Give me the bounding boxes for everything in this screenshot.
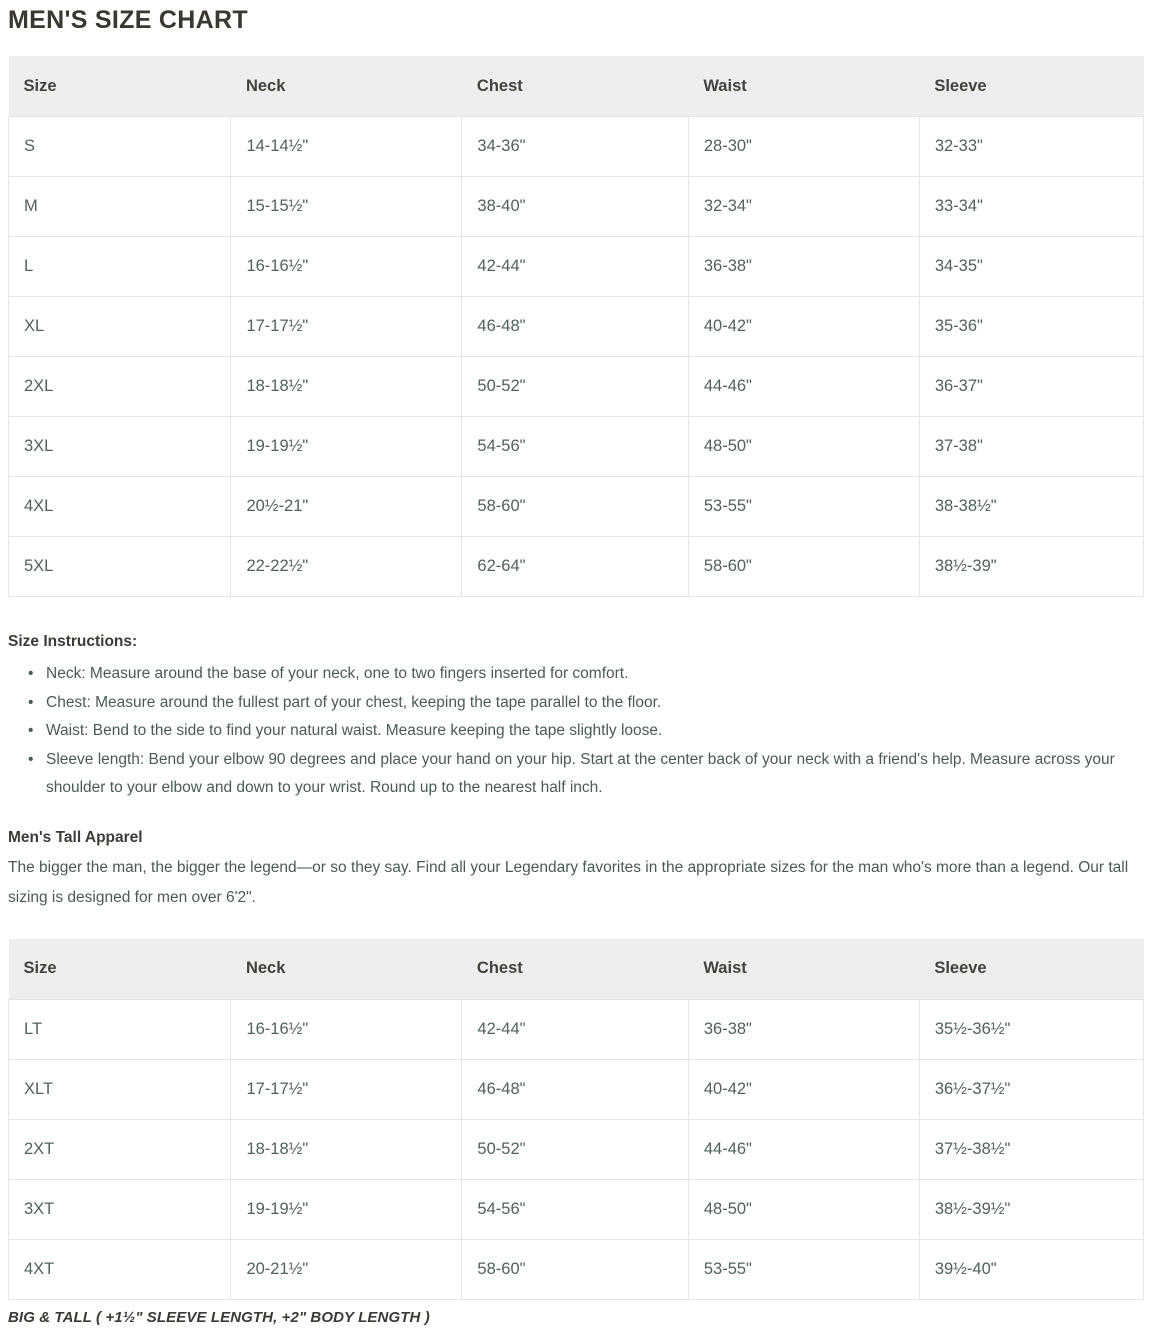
size-cell: S bbox=[9, 117, 231, 177]
measurement-cell: 32-34" bbox=[688, 177, 919, 237]
measurement-cell: 42-44" bbox=[462, 999, 688, 1059]
measurement-cell: 36-38" bbox=[688, 237, 919, 297]
size-instructions-section bbox=[8, 633, 1144, 803]
size-cell: 4XL bbox=[9, 477, 231, 537]
big-and-tall-note: BIG & TALL ( +1½" SLEEVE LENGTH, +2" BODY LENGTH ) bbox=[8, 1308, 430, 1326]
size-instructions-heading: Size Instructions: bbox=[8, 633, 138, 650]
measurement-cell: 19-19½" bbox=[231, 1179, 462, 1239]
measurement-cell: 50-52" bbox=[462, 1119, 688, 1179]
table-row bbox=[9, 117, 1144, 177]
table-row bbox=[9, 237, 1144, 297]
mens-size-table-header bbox=[9, 56, 1144, 117]
size-cell: 3XT bbox=[9, 1179, 231, 1239]
measurement-cell: 46-48" bbox=[462, 1059, 688, 1119]
measurement-cell: 14-14½" bbox=[231, 117, 462, 177]
instruction-item: • Sleeve length: Bend your elbow 90 degrees and place your hand on your hip. Start at the center back of your neck with a friend's help. Measure across your shoulder to your elbow and down to your wrist. Round up to the nearest half inch. bbox=[28, 746, 1144, 803]
measurement-cell: 38-40" bbox=[462, 177, 688, 237]
measurement-cell: 38-38½" bbox=[919, 477, 1143, 537]
table-row bbox=[9, 1119, 1144, 1179]
measurement-cell: 19-19½" bbox=[231, 417, 462, 477]
instruction-item: • Chest: Measure around the fullest part of your chest, keeping the tape parallel to the floor. bbox=[28, 689, 1144, 718]
table-row bbox=[9, 1179, 1144, 1239]
tall-apparel-heading: Men's Tall Apparel bbox=[8, 828, 143, 846]
size-cell: 2XT bbox=[9, 1119, 231, 1179]
table-row bbox=[9, 357, 1144, 417]
measurement-cell: 32-33" bbox=[919, 117, 1143, 177]
measurement-cell: 20½-21" bbox=[231, 477, 462, 537]
measurement-cell: 36-38" bbox=[688, 999, 919, 1059]
measurement-cell: 22-22½" bbox=[231, 537, 462, 597]
table-row bbox=[9, 537, 1144, 597]
measurement-cell: 33-34" bbox=[919, 177, 1143, 237]
measurement-cell: 40-42" bbox=[688, 297, 919, 357]
size-cell: 5XL bbox=[9, 537, 231, 597]
measurement-cell: 53-55" bbox=[688, 477, 919, 537]
column-header-size: Size bbox=[9, 56, 231, 117]
measurement-cell: 34-36" bbox=[462, 117, 688, 177]
measurement-cell: 46-48" bbox=[462, 297, 688, 357]
tall-apparel-description: The bigger the man, the bigger the legend—or so they say. Find all your Legendary favorites in the appropriate sizes for the man who's more than a legend. Our tall sizing is designed for men over 6'2". bbox=[8, 858, 1129, 906]
mens-tall-size-table-header bbox=[9, 939, 1144, 1000]
size-cell: 3XL bbox=[9, 417, 231, 477]
measurement-cell: 53-55" bbox=[688, 1239, 919, 1299]
measurement-cell: 54-56" bbox=[462, 1179, 688, 1239]
mens-tall-size-table-body bbox=[9, 999, 1144, 1299]
measurement-cell: 38½-39½" bbox=[919, 1179, 1143, 1239]
size-cell: L bbox=[9, 237, 231, 297]
size-cell: LT bbox=[9, 999, 231, 1059]
measurement-cell: 40-42" bbox=[688, 1059, 919, 1119]
size-cell: XL bbox=[9, 297, 231, 357]
measurement-cell: 28-30" bbox=[688, 117, 919, 177]
mens-size-table-body bbox=[9, 117, 1144, 597]
size-instructions-list bbox=[8, 660, 1144, 803]
measurement-cell: 37½-38½" bbox=[919, 1119, 1143, 1179]
measurement-cell: 16-16½" bbox=[231, 999, 462, 1059]
size-cell: 2XL bbox=[9, 357, 231, 417]
table-row bbox=[9, 297, 1144, 357]
measurement-cell: 50-52" bbox=[462, 357, 688, 417]
measurement-cell: 36½-37½" bbox=[919, 1059, 1143, 1119]
measurement-cell: 48-50" bbox=[688, 1179, 919, 1239]
page-title: MEN'S SIZE CHART bbox=[8, 6, 248, 34]
measurement-cell: 44-46" bbox=[688, 1119, 919, 1179]
column-header-chest: Chest bbox=[462, 56, 688, 117]
size-cell: 4XT bbox=[9, 1239, 231, 1299]
measurement-cell: 58-60" bbox=[688, 537, 919, 597]
measurement-cell: 36-37" bbox=[919, 357, 1143, 417]
table-row bbox=[9, 477, 1144, 537]
table-row bbox=[9, 417, 1144, 477]
table-row bbox=[9, 1059, 1144, 1119]
column-header-neck: Neck bbox=[231, 56, 462, 117]
mens-tall-size-table bbox=[8, 939, 1144, 1300]
measurement-cell: 16-16½" bbox=[231, 237, 462, 297]
column-header-neck: Neck bbox=[231, 939, 462, 1000]
measurement-cell: 17-17½" bbox=[231, 1059, 462, 1119]
column-header-waist: Waist bbox=[688, 56, 919, 117]
tall-apparel-section bbox=[8, 829, 1144, 913]
header-row bbox=[9, 56, 1144, 117]
instruction-item: • Waist: Bend to the side to find your natural waist. Measure keeping the tape slightly loose. bbox=[28, 717, 1144, 746]
measurement-cell: 44-46" bbox=[688, 357, 919, 417]
measurement-cell: 62-64" bbox=[462, 537, 688, 597]
measurement-cell: 58-60" bbox=[462, 477, 688, 537]
measurement-cell: 42-44" bbox=[462, 237, 688, 297]
table-row bbox=[9, 1239, 1144, 1299]
measurement-cell: 17-17½" bbox=[231, 297, 462, 357]
column-header-waist: Waist bbox=[688, 939, 919, 1000]
measurement-cell: 35½-36½" bbox=[919, 999, 1143, 1059]
measurement-cell: 35-36" bbox=[919, 297, 1143, 357]
measurement-cell: 58-60" bbox=[462, 1239, 688, 1299]
table-row bbox=[9, 177, 1144, 237]
measurement-cell: 37-38" bbox=[919, 417, 1143, 477]
measurement-cell: 18-18½" bbox=[231, 1119, 462, 1179]
column-header-sleeve: Sleeve bbox=[919, 56, 1143, 117]
measurement-cell: 54-56" bbox=[462, 417, 688, 477]
column-header-size: Size bbox=[9, 939, 231, 1000]
measurement-cell: 15-15½" bbox=[231, 177, 462, 237]
measurement-cell: 48-50" bbox=[688, 417, 919, 477]
measurement-cell: 20-21½" bbox=[231, 1239, 462, 1299]
size-cell: XLT bbox=[9, 1059, 231, 1119]
measurement-cell: 39½-40" bbox=[919, 1239, 1143, 1299]
size-cell: M bbox=[9, 177, 231, 237]
measurement-cell: 34-35" bbox=[919, 237, 1143, 297]
header-row bbox=[9, 939, 1144, 1000]
column-header-chest: Chest bbox=[462, 939, 688, 1000]
measurement-cell: 38½-39" bbox=[919, 537, 1143, 597]
instruction-item: • Neck: Measure around the base of your neck, one to two fingers inserted for comfort. bbox=[28, 660, 1144, 689]
mens-size-table bbox=[8, 56, 1144, 597]
column-header-sleeve: Sleeve bbox=[919, 939, 1143, 1000]
table-row bbox=[9, 999, 1144, 1059]
measurement-cell: 18-18½" bbox=[231, 357, 462, 417]
